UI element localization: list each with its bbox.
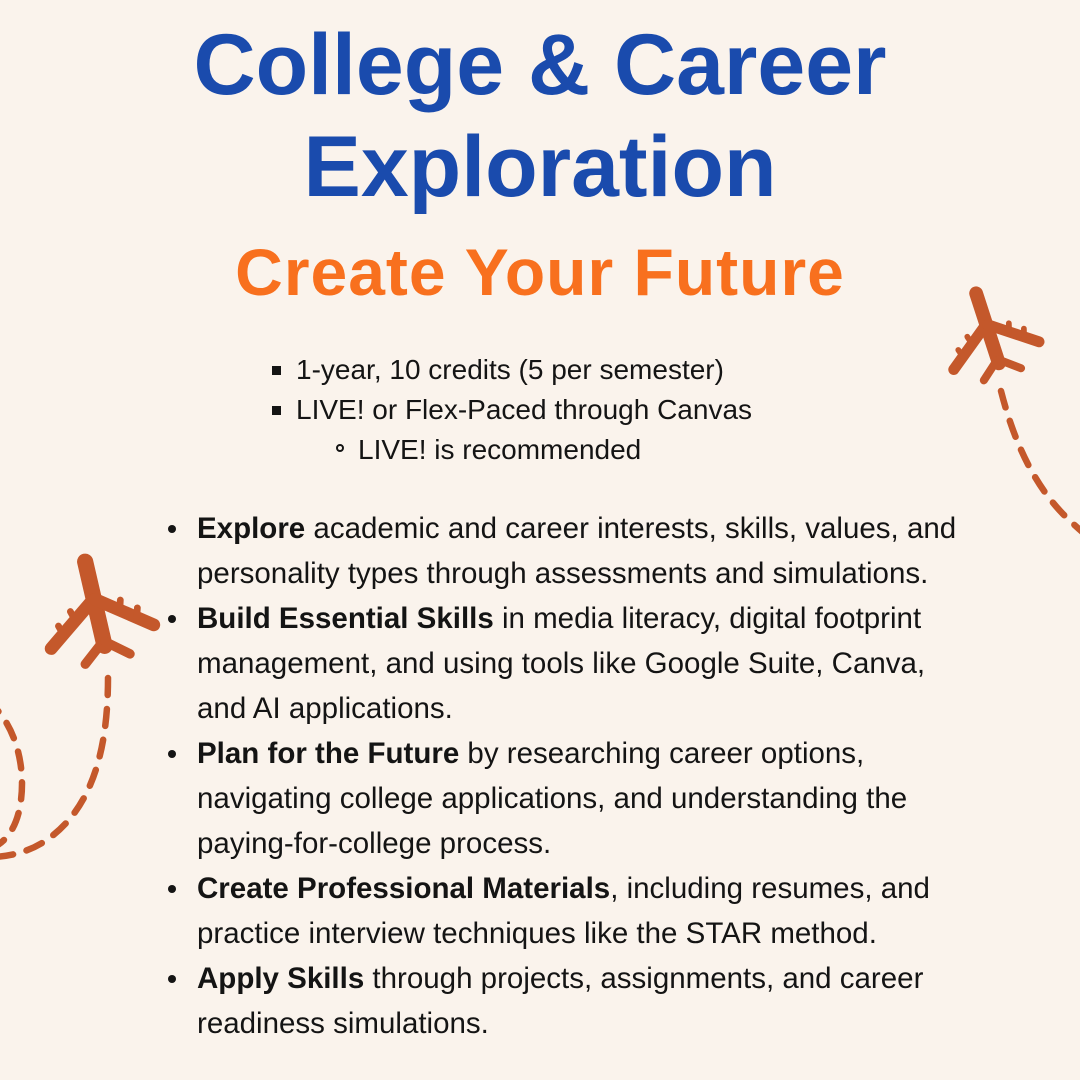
feature-item [166, 866, 982, 956]
circle-bullet-icon [336, 444, 344, 452]
features-list [166, 506, 982, 1046]
feature-lead: Apply Skills [197, 962, 365, 995]
feature-lead: Create Professional Materials [197, 872, 611, 905]
feature-lead: Explore [197, 512, 306, 545]
sub-list-item [334, 430, 1080, 470]
feature-item [166, 506, 982, 596]
feature-text: , including resumes, and practice interview techniques like the STAR method. [197, 872, 930, 950]
page-title: College & Career Exploration [193, 17, 887, 215]
dot-bullet-icon [168, 885, 176, 893]
dot-bullet-icon [168, 525, 176, 533]
square-bullet-icon [272, 366, 281, 375]
feature-text: academic and career interests, skills, values, and personality types through assessments and simulations. [197, 512, 957, 590]
dot-bullet-icon [168, 615, 176, 623]
feature-item [166, 956, 982, 1046]
sub-list-item-text: LIVE! is recommended [358, 434, 642, 465]
dot-bullet-icon [168, 975, 176, 983]
feature-lead: Build Essential Skills [197, 602, 494, 635]
page-subtitle: Create Your Future [235, 235, 845, 309]
square-bullet-icon [272, 406, 281, 415]
course-details-list [272, 350, 1080, 470]
list-item [272, 390, 1080, 430]
feature-text: in media literacy, digital footprint management, and using tools like Google Suite, Canva, and AI applications. [197, 602, 926, 725]
feature-lead: Plan for the Future [197, 737, 460, 770]
list-item-text: 1-year, 10 credits (5 per semester) [296, 354, 724, 385]
feature-item [166, 731, 982, 866]
list-item-text: LIVE! or Flex-Paced through Canvas [296, 394, 753, 425]
feature-text: through projects, assignments, and career readiness simulations. [197, 962, 924, 1040]
feature-text: by researching career options, navigating college applications, and understanding the paying-for-college process. [197, 737, 908, 860]
list-item [272, 350, 1080, 390]
feature-item [166, 596, 982, 731]
dot-bullet-icon [168, 750, 176, 758]
